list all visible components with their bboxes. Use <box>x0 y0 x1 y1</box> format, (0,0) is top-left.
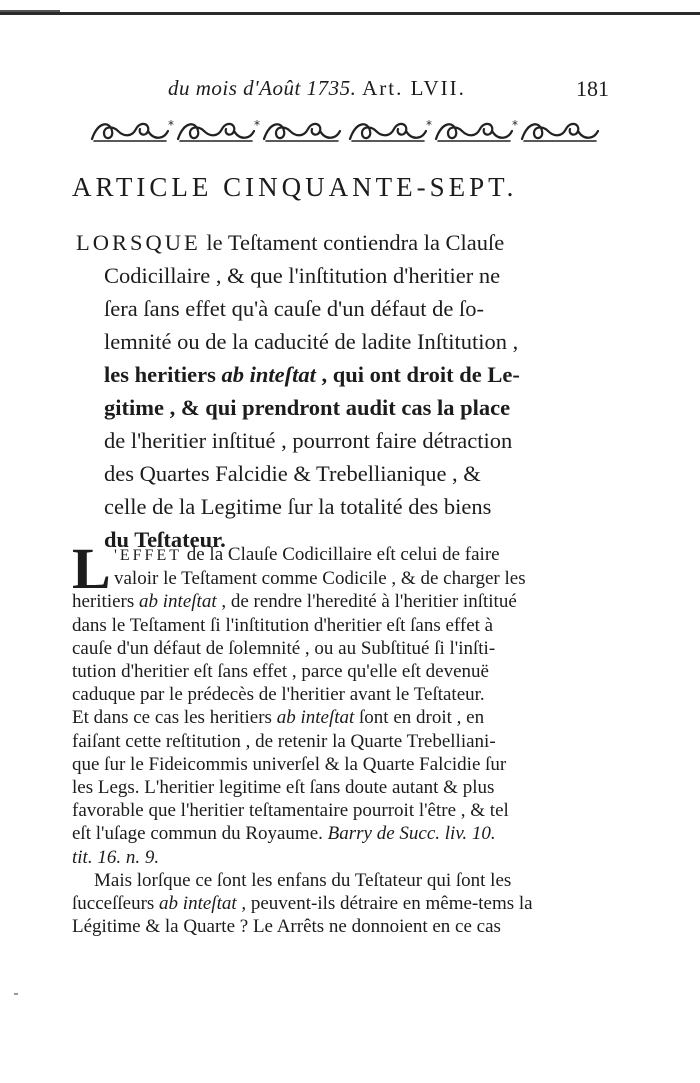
summary-line: LORSQUE le Teſtament contiendra la Clauſe <box>76 230 505 255</box>
drop-cap: L <box>72 536 111 601</box>
summary-line: celle de la Legitime ſur la totalité des biens <box>104 494 492 519</box>
summary-line: du Teſtateur. <box>104 527 226 552</box>
article-summary <box>76 226 616 556</box>
body-line: eſt l'uſage commun du Royaume. Barry de Succ. liv. 10. <box>72 823 496 845</box>
body-line: dans le Teſtament ſi l'inſtitution d'heritier eſt ſans effet à <box>72 614 494 636</box>
running-head-article: Art. LVII. <box>362 76 466 100</box>
running-head-date: du mois d'Août 1735. <box>168 76 357 100</box>
body-line: tution d'heritier eſt ſans effet , parce qu'elle eſt devenuë <box>72 661 489 683</box>
body-line: les Legs. L'heritier legitime eſt ſans doute autant & plus <box>72 777 495 799</box>
body-line: faiſant cette reſtitution , de retenir la Quarte Trebelliani- <box>72 730 496 752</box>
svg-text:*: * <box>254 118 260 132</box>
summary-line: gitime , & qui prendront audit cas la place <box>104 395 511 420</box>
summary-line: des Quartes Falcidie & Trebellianique , & <box>104 461 481 486</box>
summary-line: Codicillaire , & que l'inſtitution d'heritier ne <box>104 263 501 288</box>
svg-text:*: * <box>168 118 174 132</box>
body-line: favorable que l'heritier teſtamentaire pourroit l'être , & tel <box>72 800 509 822</box>
citation: tit. 16. n. 9. <box>72 846 160 868</box>
summary-line: lemnité ou de la caducité de ladite Inſtitution , <box>104 329 519 354</box>
body-line: valoir le Teſtament comme Codicile , & de charger les <box>114 568 526 590</box>
body-line: heritiers ab inteſtat , de rendre l'heredité à l'heritier inſtitué <box>72 591 517 613</box>
body-line: Mais lorſque ce ſont les enfans du Teſtateur qui ſont les <box>94 869 512 891</box>
top-rule <box>0 12 700 15</box>
commentary-body <box>72 536 612 938</box>
body-line: ſucceſſeurs ab inteſtat , peuvent-ils détraire en même-tems la <box>72 893 533 915</box>
running-head <box>0 76 700 106</box>
summary-line: de l'heritier inſtitué , pourront faire détraction <box>104 428 513 453</box>
article-title: ARTICLE CINQUANTE-SEPT. <box>72 172 518 202</box>
svg-text:*: * <box>426 118 432 132</box>
svg-text:*: * <box>512 118 518 132</box>
ornament-icon <box>88 115 604 147</box>
page-number: 181 <box>576 76 609 101</box>
body-line: caduque par le prédecès de l'heritier avant le Teſtateur. <box>72 684 485 706</box>
decorative-ornament-band <box>88 115 604 147</box>
body-line: Et dans ce cas les heritiers ab inteſtat ſont en droit , en <box>72 707 485 729</box>
summary-line: les heritiers ab inteſtat , qui ont droit de Le- <box>104 362 520 387</box>
body-line: 'EFFET de la Clauſe Codicillaire eſt celui de faire <box>114 544 500 565</box>
summary-line: ſera ſans effet qu'à cauſe d'un défaut de ſo- <box>104 296 485 321</box>
citation: Barry de Succ. liv. 10. <box>327 823 496 845</box>
body-line: Légitime & la Quarte ? Le Arrêts ne donnoient en ce cas <box>72 916 501 938</box>
body-line: cauſe d'un défaut de ſolemnité , ou au Subſtitué ſi l'inſti- <box>72 637 496 659</box>
body-line: que ſur le Fideicommis univerſel & la Quarte Falcidie ſur <box>72 753 507 775</box>
body-line <box>72 846 612 869</box>
summary-lead-word: LORSQUE <box>76 230 201 255</box>
paper-speck <box>14 993 18 995</box>
